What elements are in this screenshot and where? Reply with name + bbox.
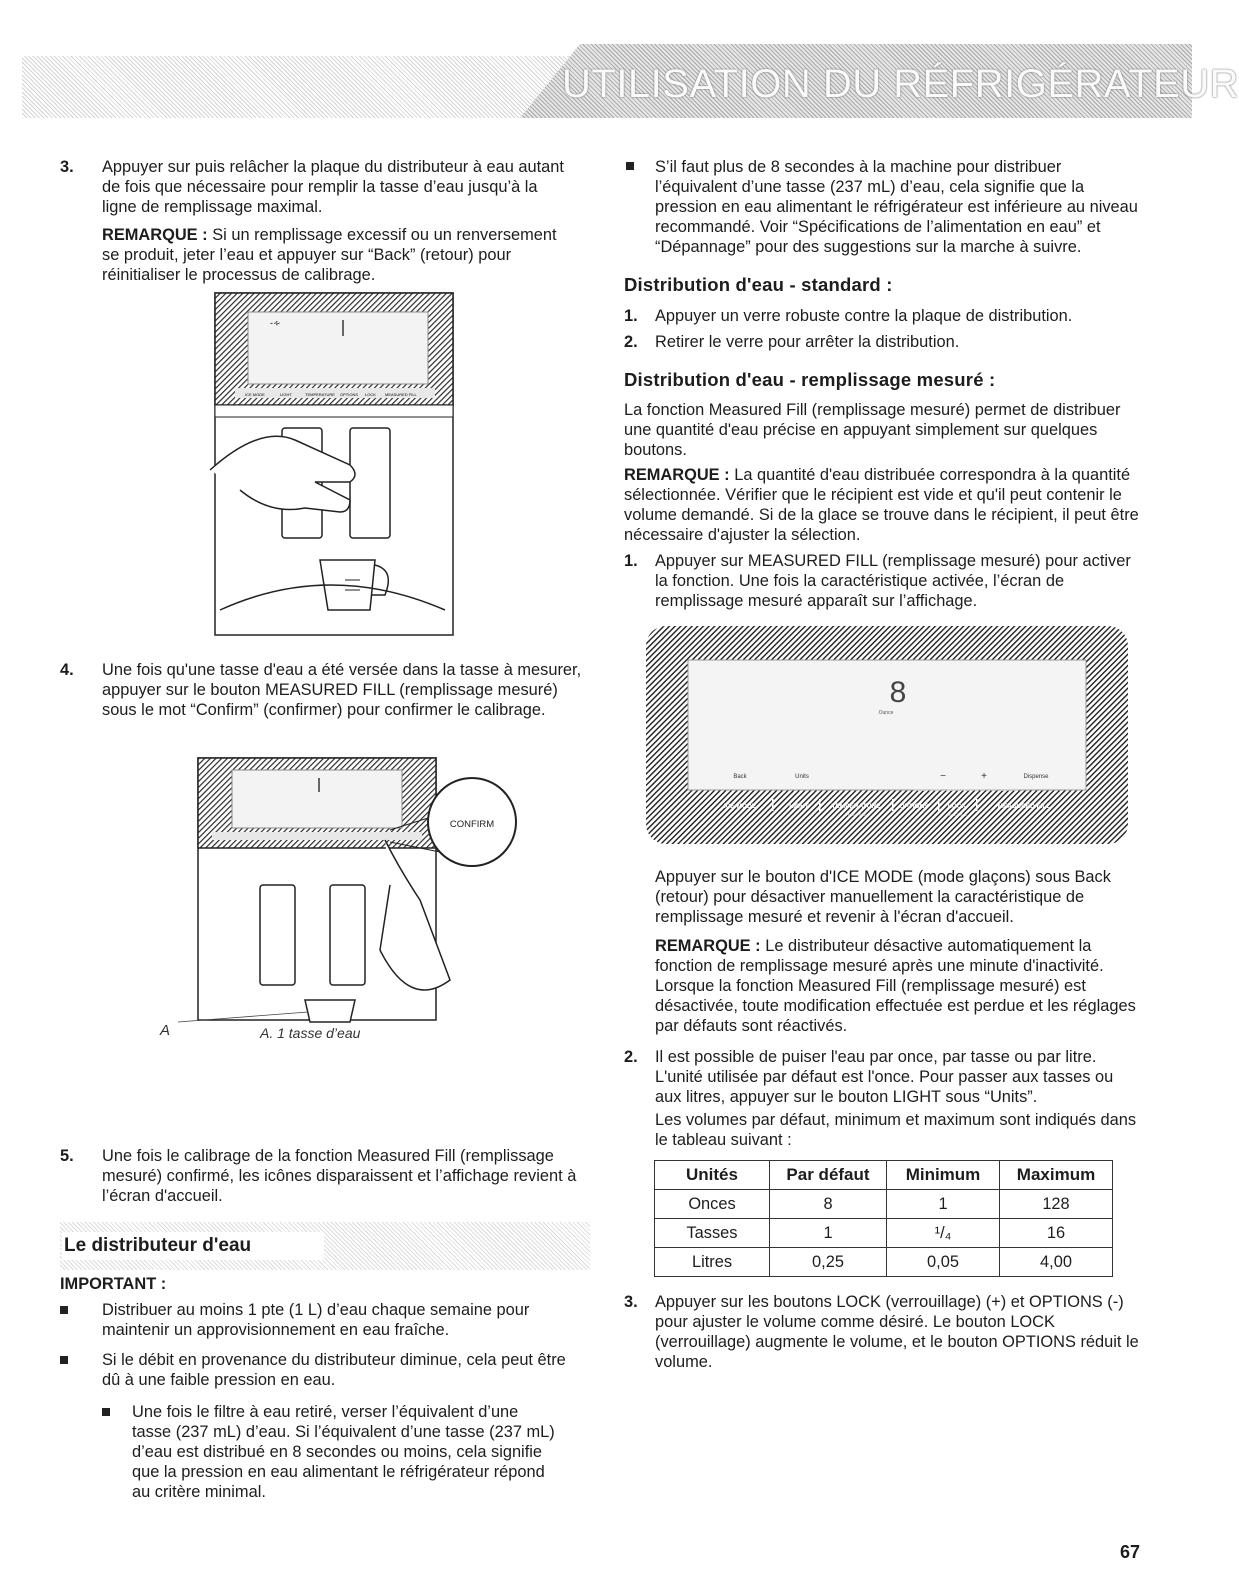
measured-intro: La fonction Measured Fill (remplissage mesuré) permet de distribuer une quantité d'eau précise en appuyant simplement sur quelques boutons.: [624, 401, 1121, 459]
step-4-text: Une fois qu'une tasse d'eau a été versée dans la tasse à mesurer, appuyer sur le bouton MEASURED FILL (remplissage mesuré) sous le mot “Confirm” (confirmer) pour confirmer le calibrage.: [102, 661, 582, 719]
figure-caption: A. 1 tasse d’eau: [260, 1025, 361, 1041]
table-cell: Onces: [655, 1190, 770, 1219]
dispenser-illustration: [200, 290, 460, 640]
lock-button: LOCK: [947, 803, 967, 810]
table-cell: Tasses: [655, 1219, 770, 1248]
note-text: La quantité d'eau distribuée correspondra à la quantité sélectionnée. Vérifier que le récipient est vide et qu'il peut contenir le volume demandé. Si de la glace se trouve dans le récipient, il peut être nécessaire d'ajuster la sélection.: [624, 466, 1139, 544]
step-3-note: [102, 225, 572, 285]
measured-step-3: Appuyer sur les boutons LOCK (verrouillage) (+) et OPTIONS (-) pour ajuster le volume comme désiré. Le bouton LOCK (verrouillage) augmente le volume, et le bouton OPTIONS réduit le volume.: [655, 1293, 1139, 1371]
standard-step-1: Appuyer un verre robuste contre la plaque de distribution.: [655, 307, 1073, 325]
display-unit: Ounce: [878, 710, 894, 716]
bullet-icon: [60, 1306, 68, 1314]
table-row: [655, 1219, 1113, 1248]
table-header-row: [655, 1161, 1113, 1190]
light-button: LIGHT: [789, 803, 809, 810]
note-text: Le distributeur désactive automatiquement la fonction de remplissage mesuré après une minute d'inactivité. Lorsque la fonction Measured Fill (remplissage mesuré) est désactivée, toute modification effectuée est perdue et les réglages par défauts sont réactivés.: [655, 937, 1136, 1035]
ice-mode-paragraph: Appuyer sur le bouton d'ICE MODE (mode glaçons) sous Back (retour) pour désactiver manuellement la caractéristique de remplissage mesuré et revenir à l'écran d'accueil.: [655, 868, 1111, 926]
measured-fill-display: [646, 626, 1130, 846]
column-header: Par défaut: [770, 1161, 887, 1190]
page-number: 67: [1120, 1542, 1141, 1562]
hold-label: Hold 3 Sec: [947, 812, 967, 817]
panel-button-label: TEMPERATURE: [305, 392, 335, 397]
bullet-icon: [60, 1356, 68, 1364]
important-bullet-1: Distribuer au moins 1 pte (1 L) d’eau chaque semaine pour maintenir un approvisionnement en eau fraîche.: [102, 1301, 530, 1339]
back-label: Back: [733, 774, 747, 780]
table-cell: 1: [887, 1190, 1000, 1219]
column-header: Maximum: [1000, 1161, 1113, 1190]
temperature-button: TEMPERATURE: [831, 803, 881, 810]
measured-step-1: Appuyer sur MEASURED FILL (remplissage mesuré) pour activer la fonction. Une fois la caractéristique activée, l’écran de remplissage mesuré apparaît sur l’affichage.: [655, 552, 1131, 610]
hold-label: Hold 3 Sec: [846, 812, 866, 817]
measured-note: [624, 465, 1140, 545]
pressure-bullet: S’il faut plus de 8 secondes à la machine pour distribuer l’équivalent d’une tasse (237 mL) d’eau, cela signifie que la pression en eau alimentant le réfrigérateur est inférieure au niveau recommandé. Voir “Spécifications de l’alimentation en eau” et “Dépannage” pour des suggestions sur la marche à suivre.: [655, 158, 1138, 256]
measured-step-2-number: 2.: [624, 1048, 638, 1066]
bullet-icon: [102, 1408, 110, 1416]
panel-button-label: ICE MODE: [245, 392, 265, 397]
standard-step-1-number: 1.: [624, 307, 638, 325]
sub-bullet: Une fois le filtre à eau retiré, verser l’équivalent d’une tasse (237 mL) d’eau. Si l’équivalent d’une tasse (237 mL) d’eau est distribué en 8 secondes ou moins, cela signifie que la pression en eau alimentant le réfrigérateur répond au critère minimal.: [132, 1403, 555, 1501]
minus-label: −: [940, 771, 946, 782]
table-cell: 0,05: [887, 1248, 1000, 1277]
important-label: IMPORTANT :: [60, 1275, 167, 1293]
table-cell: ¹/₄: [887, 1219, 1000, 1248]
table-cell: 16: [1000, 1219, 1113, 1248]
display-icon: -∻: [270, 318, 281, 328]
measured-step-2-table-intro: Les volumes par défaut, minimum et maximum sont indiqués dans le tableau suivant :: [655, 1111, 1137, 1149]
section-title: Le distributeur d'eau: [62, 1232, 324, 1260]
standard-step-2: Retirer le verre pour arrêter la distribution.: [655, 333, 960, 351]
table-cell: Litres: [655, 1248, 770, 1277]
step-3-text: Appuyer sur puis relâcher la plaque du distributeur à eau autant de fois que nécessaire pour remplir la tasse d’eau jusqu’à la ligne de remplissage maximal.: [102, 158, 564, 216]
panel-button-label: LOCK: [365, 392, 376, 397]
marker-a: A: [160, 1022, 171, 1039]
note-label: REMARQUE :: [102, 226, 208, 244]
note-label: REMARQUE :: [655, 937, 761, 955]
options-button: OPTIONS: [899, 803, 929, 810]
panel-button-label: MEASURED FILL: [385, 392, 417, 397]
panel-button-label: OPTIONS: [340, 392, 359, 397]
step-5-text: Une fois le calibrage de la fonction Measured Fill (remplissage mesuré) confirmé, les icônes disparaissent et l’affichage revient à l’écran d'accueil.: [102, 1147, 577, 1205]
step-5-number: 5.: [60, 1147, 74, 1165]
standard-heading: Distribution d'eau - standard :: [624, 274, 893, 295]
measured-heading: Distribution d'eau - remplissage mesuré :: [624, 369, 996, 390]
table-row: [655, 1248, 1113, 1277]
note-label: REMARQUE :: [624, 466, 730, 484]
note-text: Si un remplissage excessif ou un renversement se produit, jeter l’eau et appuyer sur “Back” (retour) pour réinitialiser le processus de calibrage.: [102, 226, 557, 284]
table-cell: 8: [770, 1190, 887, 1219]
column-header: Minimum: [887, 1161, 1000, 1190]
display-digit: 8: [889, 676, 907, 709]
measured-step-2: Il est possible de puiser l'eau par once, par tasse ou par litre. L'unité utilisée par défaut est l'once. Pour passer aux tasses ou aux litres, appuyer sur le bouton LIGHT sous “Units”.: [655, 1048, 1114, 1106]
units-label: Units: [795, 774, 809, 780]
step-4-number: 4.: [60, 661, 74, 679]
step-3-number: 3.: [60, 158, 74, 176]
small-line-label: Vacation Mode · Calibrate Measured Fill · Turn Cooling Off: [914, 787, 1018, 792]
table-row: [655, 1190, 1113, 1219]
bullet-icon: [626, 162, 634, 170]
table-cell: 0,25: [770, 1248, 887, 1277]
plus-label: +: [981, 771, 987, 782]
page-title: UTILISATION DU RÉFRIGÉRATEUR: [562, 62, 1239, 106]
measured-fill-button: MEASURED FILL: [997, 803, 1051, 810]
dispense-label: Dispense: [1023, 774, 1049, 780]
important-bullet-2: Si le débit en provenance du distributeur diminue, cela peut être dû à une faible pression en eau.: [102, 1351, 566, 1389]
measured-step-3-number: 3.: [624, 1293, 638, 1311]
volume-table: [654, 1160, 1113, 1277]
panel-button-label: LIGHT: [280, 392, 292, 397]
table-cell: 1: [770, 1219, 887, 1248]
measured-step-1-number: 1.: [624, 552, 638, 570]
table-cell: 4,00: [1000, 1248, 1113, 1277]
inactivity-note: [655, 936, 1140, 1036]
ice-mode-button: ICE MODE: [723, 803, 757, 810]
column-header: Unités: [655, 1161, 770, 1190]
standard-step-2-number: 2.: [624, 333, 638, 351]
table-cell: 128: [1000, 1190, 1113, 1219]
confirm-label: CONFIRM: [449, 819, 495, 830]
